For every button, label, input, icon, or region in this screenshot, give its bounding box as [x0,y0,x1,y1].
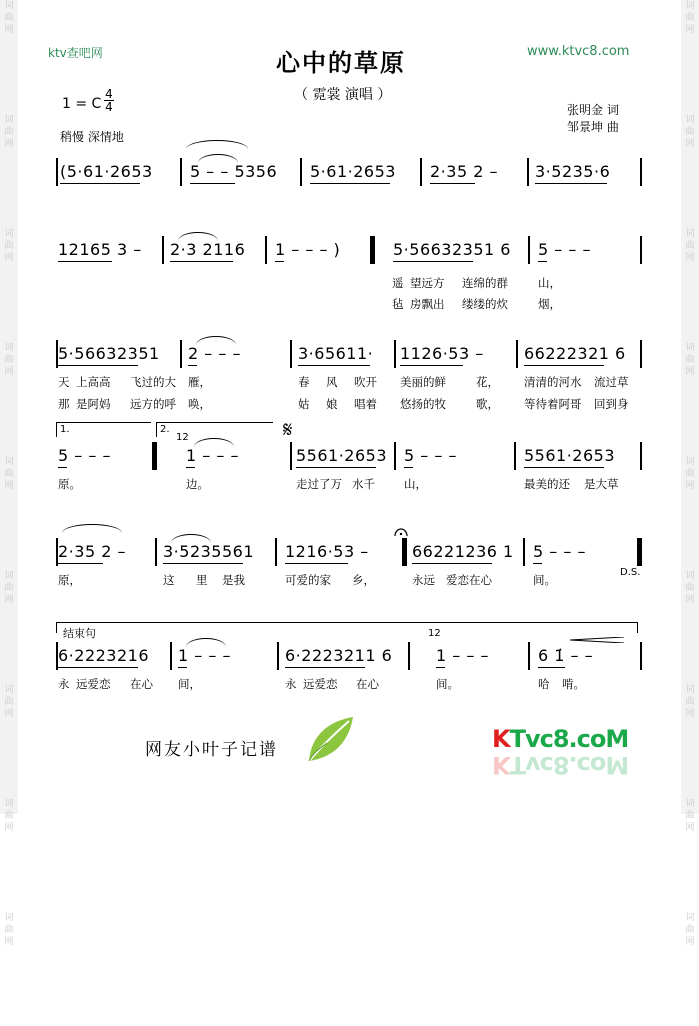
watermark-char: 网 [685,139,695,149]
lyric: 远爱恋 [303,677,338,691]
lyric: 永 [58,677,70,691]
lyric: 天 [58,375,70,389]
watermark-char: 词 [685,229,695,239]
lyric: 是大草 [584,477,619,491]
bar-line [170,642,172,670]
measure: 2·35 2 – [58,542,126,561]
watermark-char: 曲 [685,13,695,23]
logo-text-main: Tvc8.coM [509,725,629,753]
beam-underline [412,563,492,564]
beam-underline [186,467,195,468]
time-signature [104,88,114,113]
measure: 3·5235·6 [535,162,611,181]
watermark-char: 网 [4,937,14,947]
lyric: 永远 [412,573,435,587]
watermark-gap [0,378,18,456]
logo-reflection: KTvc8.coM [492,751,629,779]
watermark-gap [681,492,699,570]
logo-text: KTvc8.coM [492,725,629,753]
bar-line [180,340,182,368]
watermark-gap [0,606,18,684]
measure: 1 – – – [178,646,231,665]
watermark-char: 词 [685,1,695,11]
lyric: 娘 [326,397,338,411]
watermark-gap [681,150,699,228]
watermark-char: 词 [685,571,695,581]
lyric: 是阿妈 [76,397,111,411]
lyric: 春 [298,375,310,389]
measure: 5·56632351 [58,344,160,363]
time-top: 4 [105,87,113,101]
lyric: 清清的河水 [524,375,582,389]
watermark-char: 曲 [4,697,14,707]
watermark-char: 网 [4,25,14,35]
lyric: 永 [285,677,297,691]
lyric: 飞过的大 [130,375,176,389]
bar-line [516,340,518,368]
watermark-gap [0,264,18,342]
watermark-char: 曲 [685,811,695,821]
measure: 1126·53 – [400,344,484,363]
bar-line [640,340,642,368]
tie-slur [171,534,211,543]
lyric: 山， [404,477,427,491]
bar-line [640,236,642,264]
bar-line [277,642,279,670]
volta-1-bracket [56,422,151,437]
tie-slur [196,336,236,345]
lyric: 哈 [538,677,550,691]
bar-line [637,538,640,566]
bar-line [527,158,529,186]
ds-marking: D.S. [620,567,641,578]
watermark-char: 曲 [685,355,695,365]
watermark-char: 词 [4,685,14,695]
watermark-char: 网 [685,937,695,947]
watermark-gap [681,720,699,798]
beam-underline [275,261,284,262]
lyric: 那 [58,397,70,411]
watermark-char: 网 [4,253,14,263]
watermark-char: 曲 [4,127,14,137]
lyric: 是我 [222,573,245,587]
beam-underline [393,261,473,262]
lyric: 姑 [298,397,310,411]
measure: 1 – – – [436,646,489,665]
beam-underline [430,183,475,184]
segno-icon: 𝄋 [283,418,293,443]
key-signature: 1 = C [62,96,102,112]
page-title: 心中的草原 [276,48,406,77]
tie-slur [62,524,122,533]
watermark-char: 曲 [685,469,695,479]
beam-underline [298,365,370,366]
right-watermark-strip [681,0,699,947]
watermark-char: 网 [4,823,14,833]
measure: 2 – – – [188,344,241,363]
lyric: 望远方 [410,276,445,290]
watermark-gap [0,948,18,1026]
fermata-icon [394,522,408,532]
singer-credit: （ 霓裳 演唱 ） [294,87,392,103]
measure: 6·2223211 6 [285,646,393,665]
watermark-char: 曲 [685,697,695,707]
notator-credit: 网友小叶子记谱 [145,740,278,760]
watermark-gap [681,834,699,912]
lyric: 房飘出 [410,297,445,311]
watermark-char: 词 [685,913,695,923]
lyric: 连绵的群 [462,276,508,290]
measure: 5 – – – [533,542,586,561]
beam-underline [285,563,348,564]
site-right-url: www.ktvc8.com [527,44,630,59]
measure: 5·56632351 6 [393,240,511,259]
watermark-char: 曲 [4,811,14,821]
beam-underline [400,365,463,366]
watermark-char: 网 [685,709,695,719]
watermark-char: 词 [685,685,695,695]
lyric: 远爱恋 [76,677,111,691]
beam-underline [404,467,413,468]
watermark-gap [681,378,699,456]
lyric: 原。 [58,477,81,491]
watermark-gap [0,36,18,114]
lyric: 山， [538,276,561,290]
bar-line [56,538,58,566]
measure: 3·5235561 [163,542,255,561]
time-bottom: 4 [105,100,113,114]
lyric: 走过了万 [296,477,342,491]
lyric: 悠扬的牧 [400,397,446,411]
beam-underline [190,183,235,184]
lyric: 等待着阿哥 [524,397,582,411]
tie-slur [198,154,238,163]
bar-line [56,340,58,368]
lyric: 风 [326,375,338,389]
watermark-char: 词 [4,115,14,125]
tie-slur [194,438,234,447]
bar-line [640,158,642,186]
lyric: 水千 [352,477,375,491]
bar-line [404,538,407,566]
lyric: 烟， [538,297,561,311]
lyric: 边。 [186,477,209,491]
watermark-char: 曲 [4,925,14,935]
bar-line [56,642,58,670]
bar-line [528,236,530,264]
beam-underline [58,667,138,668]
bar-line [408,642,410,670]
watermark-char: 词 [4,343,14,353]
beam-underline [58,467,67,468]
bar-line [394,340,396,368]
watermark-char: 曲 [4,355,14,365]
watermark-char: 网 [685,253,695,263]
beam-underline [58,365,138,366]
lyric: 爱恋在心 [446,573,492,587]
measure: 5 – – – [58,446,111,465]
bar-line [394,442,396,470]
measure: 5561·2653 [524,446,616,465]
lyric: 毡 [392,297,404,311]
measure: 5 – – 5356 [190,162,278,181]
measure: 12165 3 – [58,240,142,259]
bar-line [275,538,277,566]
watermark-char: 词 [4,799,14,809]
watermark-char: 网 [685,367,695,377]
lyric: 雁， [188,375,211,389]
watermark-gap [681,606,699,684]
bar-line [290,442,292,470]
lyric: 美丽的鲜 [400,375,446,389]
beam-underline [524,365,604,366]
lyric: 在心 [130,677,153,691]
watermark-char: 词 [685,115,695,125]
measure: 2·3 2116 [170,240,246,259]
watermark-char: 网 [685,595,695,605]
beam-underline [58,563,103,564]
watermark-gap [681,948,699,1026]
bar-line [300,158,302,186]
lyric: 间。 [533,573,556,587]
lyric: 里 [196,573,208,587]
lyric: 原， [58,573,81,587]
bar-line [523,538,525,566]
watermark-gap [0,720,18,798]
watermark-char: 词 [4,1,14,11]
beam-underline [170,261,233,262]
watermark-char: 词 [4,913,14,923]
site-left-label: ktv查吧网 [48,46,103,60]
beam-underline [533,563,542,564]
beam-underline [535,183,607,184]
measure: 3·65611· [298,344,374,363]
measure: 66221236 1 [412,542,514,561]
measure: 6·2223216 [58,646,150,665]
watermark-char: 词 [4,571,14,581]
watermark-char: 词 [685,343,695,353]
bar-line [640,642,642,670]
beam-underline [285,667,365,668]
watermark-gap [681,264,699,342]
watermark-char: 曲 [4,469,14,479]
lyric: 啃。 [562,677,585,691]
beam-underline [538,261,547,262]
lyric: 唤， [188,397,211,411]
beam-underline [436,667,445,668]
volta-1-label: 1. [60,424,70,435]
beam-underline [188,365,197,366]
watermark-char: 词 [685,457,695,467]
volta-2-label: 2. [160,424,170,435]
beam-underline [58,261,112,262]
bar-line [420,158,422,186]
site-logo [492,725,642,785]
watermark-gap [0,492,18,570]
beam-underline [296,467,376,468]
lyric: 流过草 [594,375,629,389]
measure: 1 – – – [186,446,239,465]
grace-notes: 12 [176,432,189,443]
lyric: 吹开 [354,375,377,389]
lyric: 回到身 [594,397,629,411]
watermark-char: 词 [685,799,695,809]
tempo-marking: 稍慢 深情地 [60,130,124,144]
watermark-char: 网 [685,823,695,833]
lyric: 乡， [352,573,375,587]
bar-line [528,642,530,670]
tie-slur [186,638,226,647]
measure: 5 – – – [538,240,591,259]
watermark-char: 网 [4,709,14,719]
watermark-char: 词 [4,229,14,239]
watermark-char: 曲 [685,241,695,251]
bar-line [640,538,642,566]
beam-underline [178,667,187,668]
lyricist-credit: 张明金 词 [567,103,619,117]
lyric: 缕缕的炊 [462,297,508,311]
leaf-logo [305,713,355,765]
volta-2-bracket [156,422,273,437]
watermark-char: 曲 [685,925,695,935]
lyric: 间。 [436,677,459,691]
lyric: 唱着 [354,397,377,411]
lyric: 上高高 [76,375,111,389]
watermark-char: 网 [4,481,14,491]
measure: 6 1̇ – – [538,646,594,665]
crescendo-mark [570,628,624,634]
bar-line [180,158,182,186]
bar-line [640,442,642,470]
beam-underline [524,467,604,468]
left-watermark-strip [0,0,18,947]
bar-line [155,538,157,566]
bar-line [290,340,292,368]
lyric: 花， [476,375,499,389]
bar-line [154,442,157,470]
watermark-gap [0,834,18,912]
bar-line [56,158,58,186]
lyric: 间， [178,677,201,691]
watermark-char: 网 [4,367,14,377]
measure: 5561·2653 [296,446,388,465]
tie-slur [186,140,248,149]
beam-underline [538,667,565,668]
watermark-gap [681,36,699,114]
watermark-char: 网 [685,481,695,491]
bar-line [162,236,164,264]
measure: (5·61·2653 [60,162,153,181]
watermark-char: 词 [4,457,14,467]
lyric: 歌， [476,397,499,411]
ending-bracket [56,622,638,633]
watermark-char: 曲 [4,13,14,23]
grace-notes-ending: 12 [428,628,441,639]
lyric: 远方的呼 [130,397,176,411]
measure: 2·35 2 – [430,162,498,181]
bar-line [265,236,267,264]
watermark-gap [0,150,18,228]
lyric: 这 [163,573,175,587]
composer-credit: 邹景坤 曲 [567,120,619,134]
lyric: 遥 [392,276,404,290]
beam-underline [310,183,390,184]
bar-line [372,236,375,264]
lyric: 可爱的家 [285,573,331,587]
measure: 1216·53 – [285,542,369,561]
tie-slur [178,232,218,241]
measure: 5 – – – [404,446,457,465]
watermark-char: 曲 [685,583,695,593]
watermark-char: 网 [685,25,695,35]
watermark-char: 曲 [4,583,14,593]
lyric: 在心 [356,677,379,691]
watermark-char: 网 [4,595,14,605]
ending-label: 结束句 [63,627,96,640]
watermark-char: 曲 [4,241,14,251]
watermark-char: 网 [4,139,14,149]
watermark-char: 曲 [685,127,695,137]
measure: 5·61·2653 [310,162,396,181]
beam-underline [60,183,140,184]
bar-line [514,442,516,470]
measure: 66222321 6 [524,344,626,363]
measure: 1 – – – ) [275,240,341,259]
lyric: 最美的还 [524,477,570,491]
beam-underline [163,563,243,564]
